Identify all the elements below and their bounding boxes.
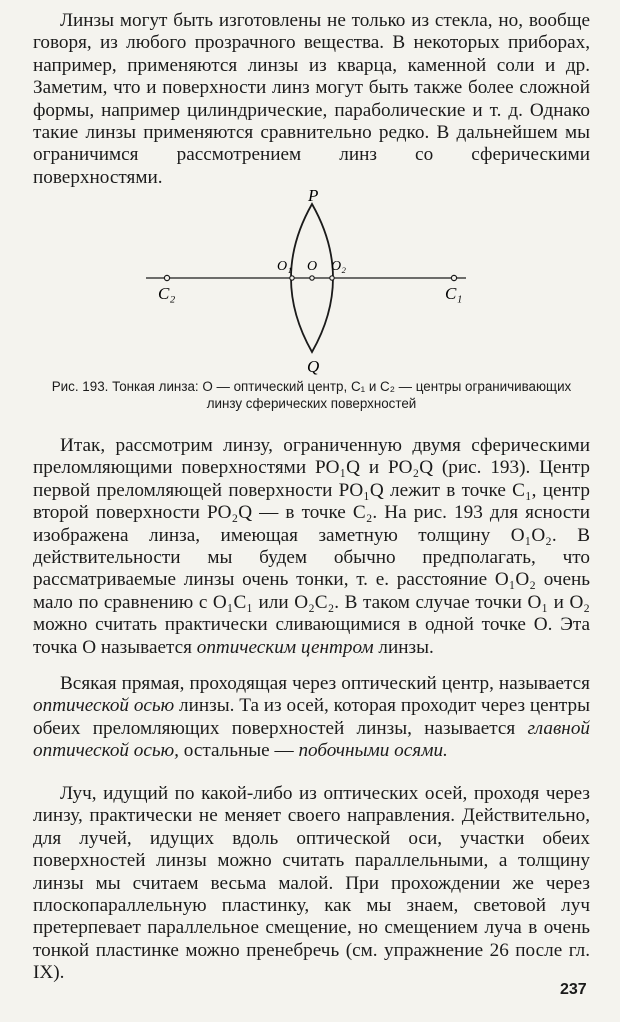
label-p: P	[308, 186, 319, 205]
lens-diagram	[140, 186, 470, 376]
label-o: O	[307, 259, 318, 274]
paragraph-text: Всякая прямая, проходящая через оптический центр, называется	[60, 673, 590, 694]
point-o1	[290, 276, 294, 280]
label-c2: C₂	[158, 284, 176, 303]
paragraph-text: остальные —	[183, 740, 294, 762]
figure-caption: Рис. 193. Тонкая линза: O — оптический центр, C₁ и C₂ — центры ограничивающих линзу сферических поверхностей	[51, 379, 572, 411]
paragraph-text: линзы. Та из осей, которая проходит через центры обеих преломляющих поверхностей линзы, называется	[33, 695, 590, 739]
point-c1	[451, 275, 456, 280]
paragraph-text: Итак, рассмотрим линзу, ограниченную двумя сферическими преломляющими поверхностями PO₁Q и PO₂Q (рис. 193). Центр первой преломляющей поверхности PO₁Q лежит в точке C₁, центр второй поверхности PO₂Q — в точке C₂. На рис. 193 для ясности изображена линза, имеющая заметную толщину O₁O₂. В действительности мы будем обычно предполагать, что рассматриваемые линзы очень тонки, т. е. расстояние O₁O₂ очень мало по сравнению с O₁C₁ или O₂C₂. В таком случае точки O₁ и O₂ можно считать практически сливающимися в одной точке O. Эта точка O называется	[33, 435, 590, 658]
paragraph-optical-axis	[33, 673, 590, 763]
term-optical-axis: оптической осью	[33, 695, 175, 717]
label-o2: O₂	[331, 259, 346, 274]
paragraph-text: линзы.	[378, 636, 434, 658]
page-number: 237	[560, 981, 587, 998]
term-secondary-axes: побочными осями.	[298, 740, 448, 762]
point-c2	[164, 275, 169, 280]
term-principal-axis: главной оптической осью,	[33, 717, 591, 762]
point-o2	[330, 276, 334, 280]
label-c1: C₁	[445, 284, 463, 303]
term-optical-center: оптическим центром	[196, 636, 374, 658]
point-o	[310, 276, 314, 280]
label-q: Q	[307, 357, 320, 376]
paragraph-thin-lens	[33, 435, 590, 659]
label-o1: O₁	[277, 259, 292, 274]
paragraph-lens-materials: Линзы могут быть изготовлены не только из стекла, но, вообще говоря, из любого прозрачного вещества. В некоторых приборах, например, применяются линзы из кварца, каменной соли и др. Заметим, что и поверхности линз могут быть также более сложной формы, например цилиндрические, параболические и т. д. Однако такие линзы применяются сравнительно редко. В дальнейшем мы ограничимся рассмотрением линз со сферическими поверхностями.	[33, 10, 590, 188]
paragraph-ray-along-axis: Луч, идущий по какой-либо из оптических осей, проходя через линзу, практически не меняет своего направления. Действительно, для лучей, идущих вдоль оптической оси, участки обеих поверхностей линзы можно считать параллельными, а толщину линзы мы считаем весьма малой. При прохождении же через плоскопараллельную пластинку, как мы знаем, световой луч претерпевает параллельное смещение, но смещением луча в очень тонкой пластинке можно пренебречь (см. упражнение 26 после гл. IX).	[33, 783, 590, 984]
